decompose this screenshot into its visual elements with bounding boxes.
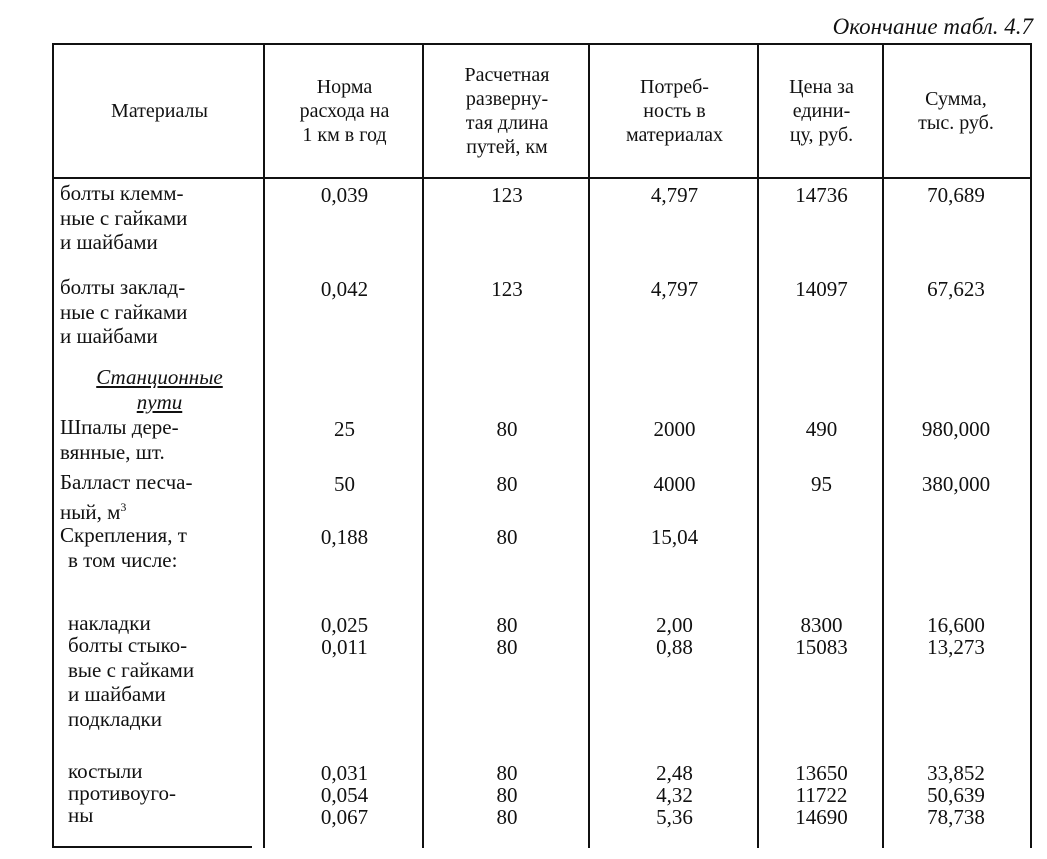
material-name: Скрепления, т bbox=[60, 523, 187, 547]
material-name: в том числе: bbox=[68, 547, 178, 572]
cell-sum: 13,273 bbox=[927, 635, 985, 659]
material-name: вянные, шт. bbox=[60, 439, 165, 464]
header-materials bbox=[54, 45, 265, 177]
cell-norm: 0,011 bbox=[321, 635, 368, 659]
cell-length: 80 bbox=[496, 761, 518, 785]
cell-norm: 25 bbox=[334, 417, 355, 441]
cell-need: 4,797 bbox=[650, 183, 699, 207]
header-line: Норма bbox=[316, 76, 373, 98]
table-caption: Окончание табл. 4.7 bbox=[832, 14, 1033, 39]
header-price bbox=[759, 45, 884, 177]
material-name: болты заклад- bbox=[60, 275, 186, 299]
cell-length: 80 bbox=[496, 525, 518, 549]
cell-need: 2,00 bbox=[656, 613, 693, 637]
cell-norm: 0,031 bbox=[320, 761, 369, 785]
material-name: подкладки bbox=[68, 706, 162, 731]
cell-need: 5,36 bbox=[656, 805, 693, 829]
cell-norm: 0,025 bbox=[320, 613, 369, 637]
cell-need: 4,797 bbox=[650, 277, 699, 301]
cell-price: 490 bbox=[805, 417, 838, 441]
material-name: ный, $м^3$ bbox=[60, 499, 127, 524]
material-name: ные с гайками bbox=[60, 299, 188, 324]
cell-length: 123 bbox=[491, 183, 523, 207]
cell-length: 80 bbox=[496, 783, 518, 807]
material-name: ны bbox=[68, 803, 94, 827]
cell-length: 80 bbox=[496, 472, 518, 496]
cell-sum: 16,600 bbox=[927, 613, 985, 637]
cell-sum: 980,000 bbox=[921, 417, 991, 441]
header-need bbox=[590, 45, 759, 177]
materials-table bbox=[52, 43, 1032, 848]
cell-price: 14690 bbox=[795, 805, 848, 829]
header-line: расхода на bbox=[299, 100, 390, 122]
cell-norm: 0,039 bbox=[320, 183, 369, 207]
cell-sum: 33,852 bbox=[927, 761, 985, 785]
cell-price: 14097 bbox=[795, 277, 848, 301]
header-length bbox=[424, 45, 590, 177]
cell-length: 80 bbox=[496, 805, 518, 829]
header-line: ность в bbox=[643, 100, 706, 122]
cell-length: 123 bbox=[491, 277, 523, 301]
header-line: Цена за bbox=[789, 76, 854, 98]
cell-need: 4000 bbox=[653, 472, 696, 496]
header-line: тая длина bbox=[465, 112, 549, 134]
material-name: ные с гайками bbox=[60, 205, 188, 230]
material-name: противоуго- bbox=[68, 781, 176, 805]
header-line: 1 км в год bbox=[302, 124, 387, 146]
header-line: цу, руб. bbox=[789, 124, 854, 146]
cell-norm: 0,054 bbox=[320, 783, 369, 807]
header-line: Сумма, bbox=[925, 88, 987, 110]
header-line: Потреб- bbox=[640, 76, 709, 98]
cell-sum: 70,689 bbox=[927, 183, 985, 207]
cell-norm: 50 bbox=[334, 472, 355, 496]
header-line: материалах bbox=[625, 124, 724, 146]
header-line: путей, км bbox=[466, 136, 548, 158]
material-name: вые с гайками bbox=[68, 657, 195, 682]
cell-price: 8300 bbox=[800, 613, 843, 637]
cell-need: 2,48 bbox=[656, 761, 693, 785]
cell-price: 14736 bbox=[795, 183, 848, 207]
header-line: Материалы bbox=[111, 100, 208, 122]
header-line: Расчетная bbox=[464, 64, 550, 86]
cell-norm: 0,067 bbox=[320, 805, 369, 829]
cell-price: 11722 bbox=[795, 783, 848, 807]
cell-norm: 0,042 bbox=[320, 277, 369, 301]
header-norm bbox=[265, 45, 424, 177]
cell-length: 80 bbox=[496, 635, 518, 659]
cell-length: 80 bbox=[496, 613, 518, 637]
material-name: Балласт песча- bbox=[60, 470, 193, 494]
cell-need: 0,88 bbox=[656, 635, 693, 659]
material-name: костыли bbox=[68, 759, 143, 783]
material-name: и шайбами bbox=[60, 230, 158, 254]
header-divider bbox=[54, 177, 1030, 179]
header-line: тыс. руб. bbox=[918, 112, 994, 134]
cell-price: 13650 bbox=[795, 761, 848, 785]
unit-superscript: 3 bbox=[120, 499, 127, 514]
header-line: разверну- bbox=[465, 88, 549, 110]
cell-sum: 78,738 bbox=[927, 805, 985, 829]
material-name: болты клемм- bbox=[60, 181, 184, 205]
cell-need: 2000 bbox=[653, 417, 696, 441]
cell-norm: 0,188 bbox=[320, 525, 369, 549]
cell-sum: 380,000 bbox=[921, 472, 991, 496]
material-name: Шпалы дере- bbox=[60, 415, 179, 439]
material-name: накладки bbox=[68, 611, 151, 635]
header-sum bbox=[884, 45, 1028, 177]
cell-need: 15,04 bbox=[650, 525, 699, 549]
section-title: пути bbox=[136, 389, 183, 414]
cell-price: 15083 bbox=[795, 635, 848, 659]
header-line: едини- bbox=[792, 100, 851, 122]
cell-need: 4,32 bbox=[656, 783, 693, 807]
cell-price: 95 bbox=[811, 472, 832, 496]
cell-sum: 50,639 bbox=[927, 783, 985, 807]
material-name: болты стыко- bbox=[68, 633, 188, 657]
table-bottom-border bbox=[52, 846, 252, 848]
material-name: и шайбами bbox=[60, 324, 158, 348]
cell-sum: 67,623 bbox=[927, 277, 985, 301]
material-name: и шайбами bbox=[68, 682, 166, 706]
cell-length: 80 bbox=[496, 417, 518, 441]
section-title: Станционные bbox=[96, 365, 223, 389]
